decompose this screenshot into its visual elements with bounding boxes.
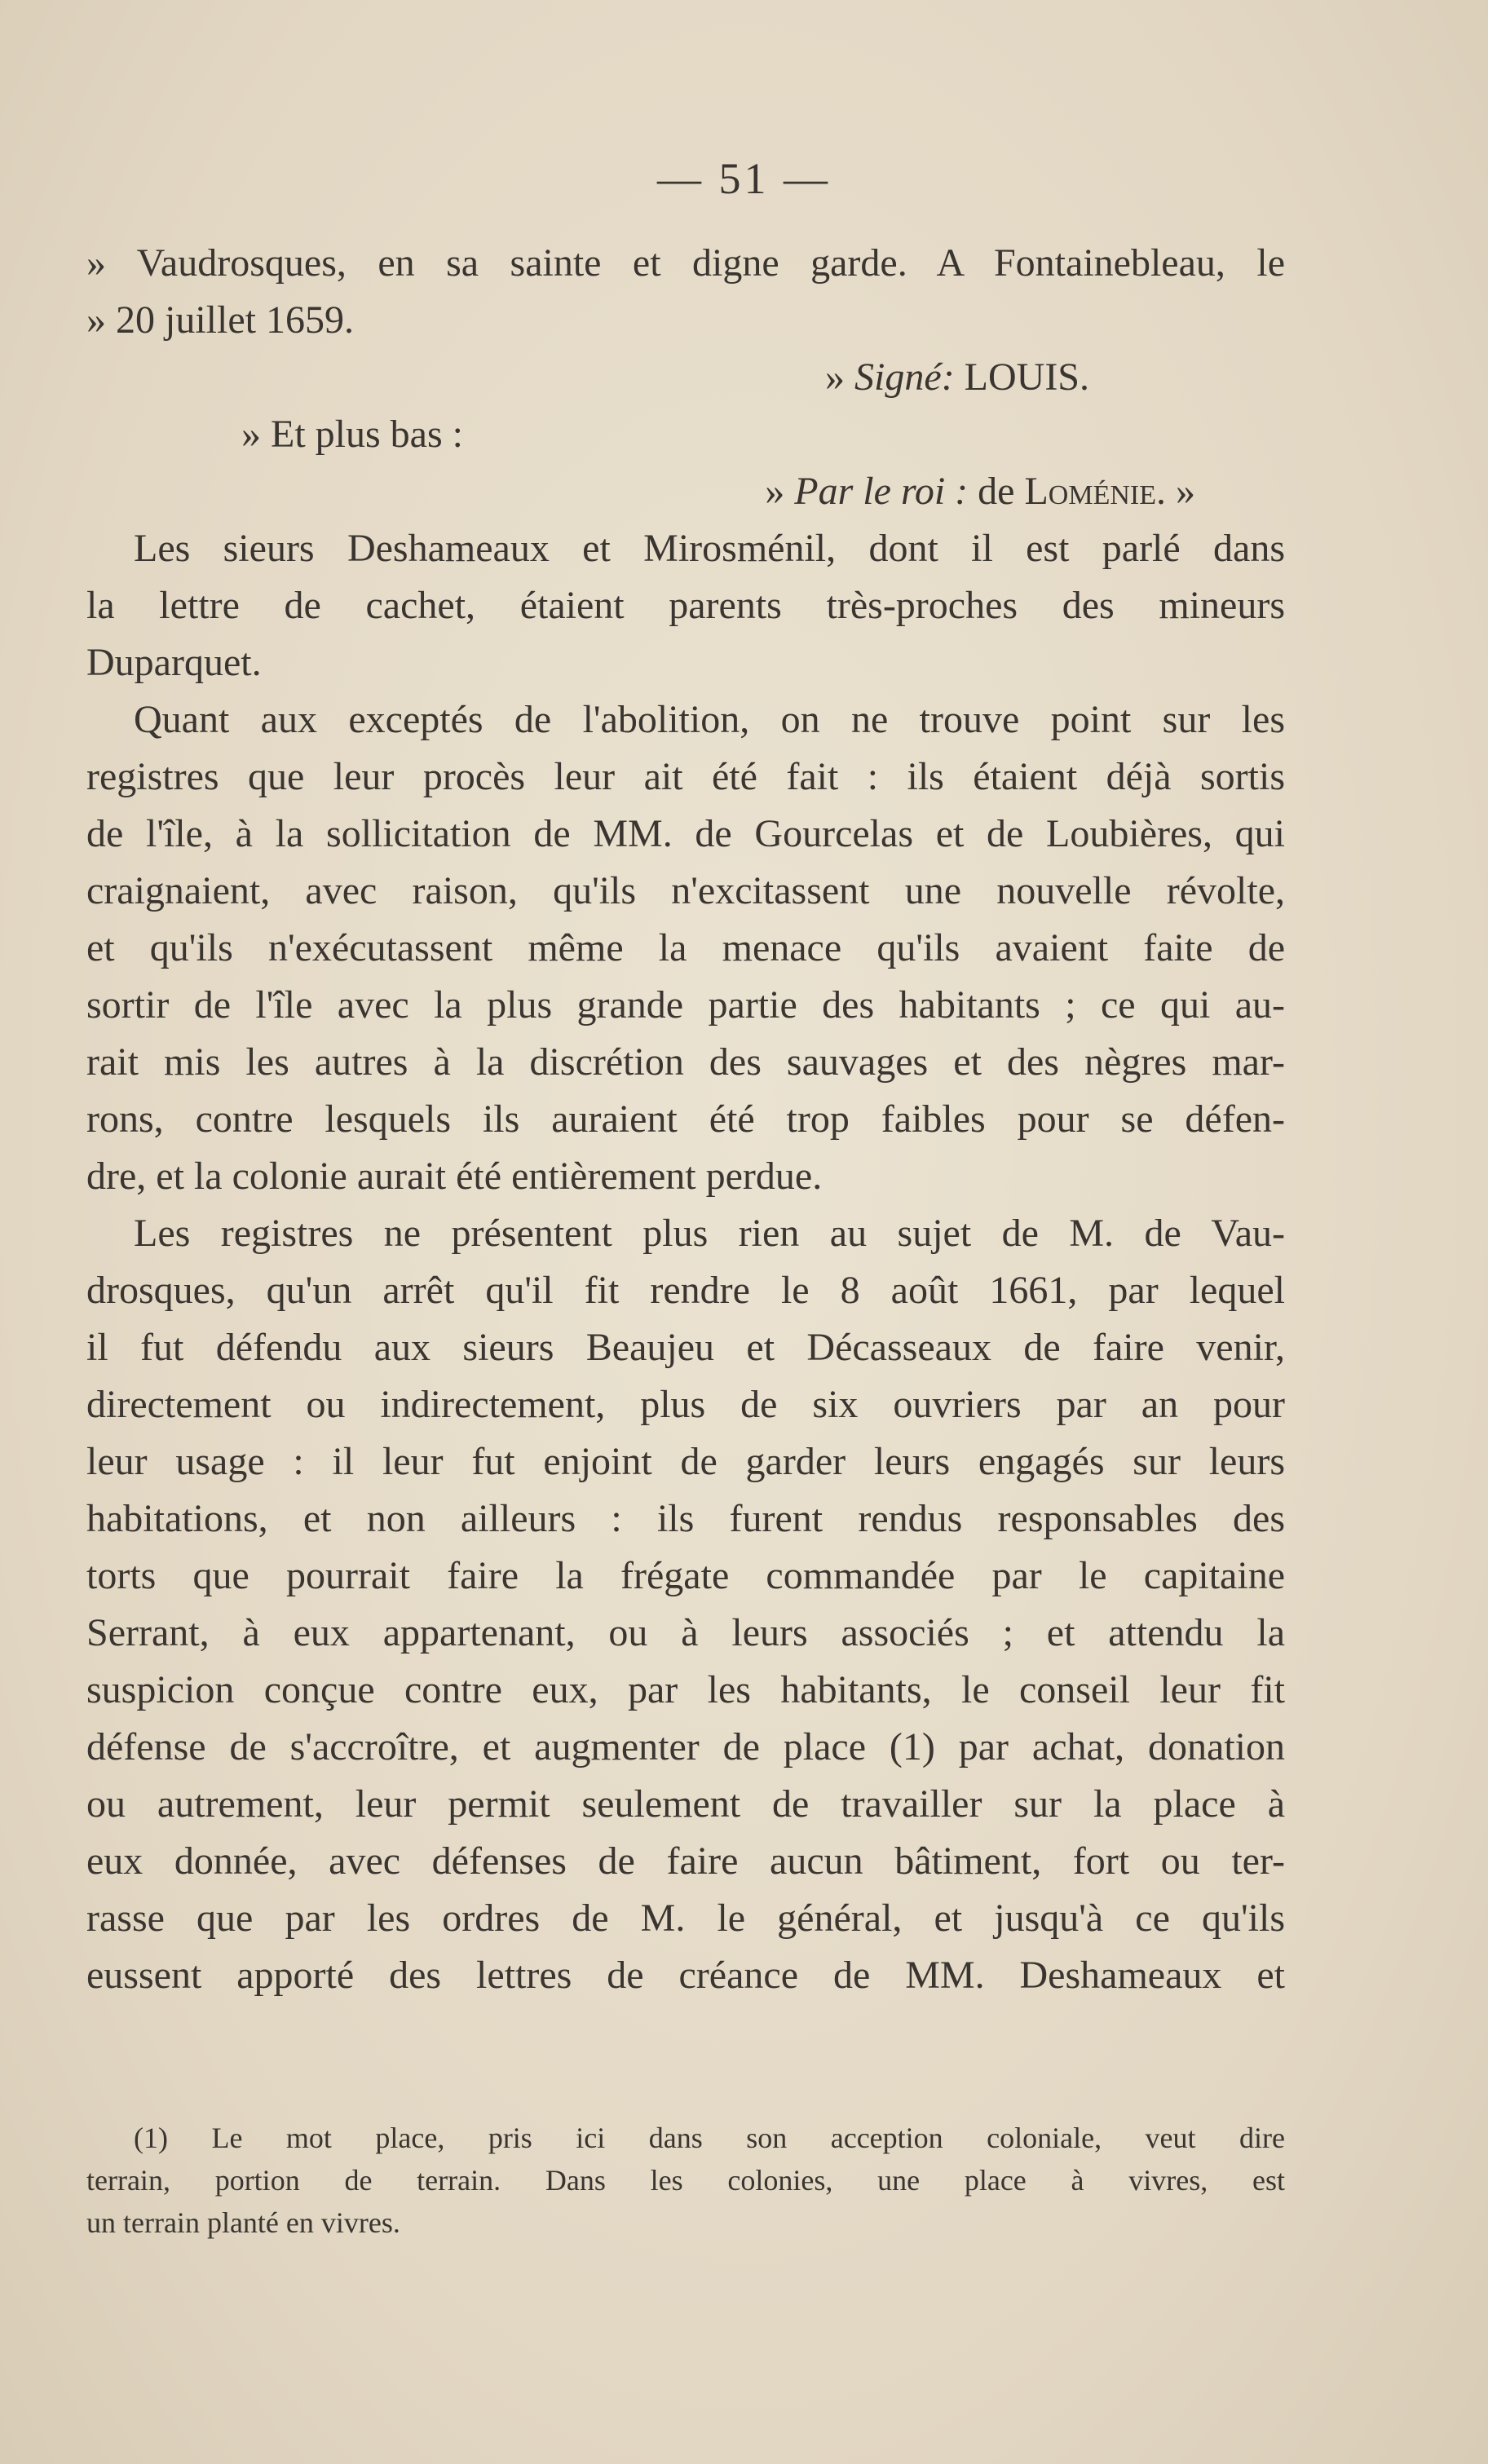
paragraph-line: suspicion conçue contre eux, par les habitants, le conseil leur fit bbox=[86, 1668, 1285, 1711]
signature-name: LOUIS. bbox=[954, 355, 1089, 399]
paragraph-line: habitations, et non ailleurs : ils furent rendus responsables des bbox=[86, 1497, 1285, 1540]
countersign-prefix: » bbox=[765, 470, 795, 513]
paragraph-line: craignaient, avec raison, qu'ils n'excitassent une nouvelle révolte, bbox=[86, 869, 1285, 912]
paragraph-line: rasse que par les ordres de M. le général, et jusqu'à ce qu'ils bbox=[86, 1897, 1285, 1940]
paragraph-line: Serrant, à eux appartenant, ou à leurs associés ; et attendu la bbox=[86, 1611, 1285, 1654]
signature-line bbox=[86, 349, 1285, 406]
paragraph-line: leur usage : il leur fut enjoint de garder leurs engagés sur leurs bbox=[86, 1440, 1285, 1483]
countersign-suffix: . » bbox=[1156, 470, 1195, 513]
paragraph-line: la lettre de cachet, étaient parents très-proches des mineurs bbox=[86, 584, 1285, 627]
countersign-name-pre: de bbox=[968, 470, 1025, 513]
footnote-line: un terrain planté en vivres. bbox=[86, 2206, 400, 2239]
paragraph-line: eussent apporté des lettres de créance de MM. Deshameaux et bbox=[86, 1954, 1285, 1997]
et-plus-bas-line: » Et plus bas : bbox=[241, 413, 463, 456]
paragraph-line: directement ou indirectement, plus de six ouvriers par an pour bbox=[86, 1383, 1285, 1426]
paragraph-line: de l'île, à la sollicitation de MM. de Gourcelas et de Loubières, qui bbox=[86, 812, 1285, 855]
footnote-line: terrain, portion de terrain. Dans les colonies, une place à vivres, est bbox=[86, 2164, 1285, 2197]
paragraph-line: Les sieurs Deshameaux et Mirosménil, dont il est parlé dans bbox=[134, 527, 1285, 570]
countersign-label: Par le roi : bbox=[794, 470, 969, 513]
paragraph-line: Quant aux exceptés de l'abolition, on ne trouve point sur les bbox=[134, 698, 1285, 741]
signature-prefix: » bbox=[825, 355, 855, 399]
paragraph-line: drosques, qu'un arrêt qu'il fit rendre le 8 août 1661, par lequel bbox=[86, 1269, 1285, 1312]
paragraph-line: dre, et la colonie aurait été entièrement perdue. bbox=[86, 1155, 823, 1198]
countersign-name: Loménie bbox=[1024, 470, 1156, 513]
paragraph-line: torts que pourrait faire la frégate commandée par le capitaine bbox=[86, 1554, 1285, 1597]
paragraph-line: sortir de l'île avec la plus grande partie des habitants ; ce qui au- bbox=[86, 983, 1285, 1027]
paragraph-line: eux donnée, avec défenses de faire aucun bâtiment, fort ou ter- bbox=[86, 1839, 1285, 1883]
signature-label: Signé: bbox=[854, 355, 955, 399]
paragraph-line: défense de s'accroître, et augmenter de place (1) par achat, donation bbox=[86, 1725, 1285, 1769]
page-body bbox=[86, 235, 1285, 2004]
text-line: » 20 juillet 1659. bbox=[86, 298, 354, 342]
paragraph-line: il fut défendu aux sieurs Beaujeu et Décasseaux de faire venir, bbox=[86, 1326, 1285, 1369]
page-number: — 51 — bbox=[657, 154, 831, 203]
paragraph-line: et qu'ils n'exécutassent même la menace qu'ils avaient faite de bbox=[86, 926, 1285, 969]
paragraph-line: ou autrement, leur permit seulement de travailler sur la place à bbox=[86, 1782, 1285, 1826]
countersign-line bbox=[86, 463, 1285, 520]
paragraph-line: Duparquet. bbox=[86, 641, 262, 684]
text-line: » Vaudrosques, en sa sainte et digne garde. A Fontainebleau, le bbox=[86, 241, 1285, 285]
paragraph-line: rait mis les autres à la discrétion des sauvages et des nègres mar- bbox=[86, 1040, 1285, 1084]
footnote-line: (1) Le mot place, pris ici dans son acception coloniale, veut dire bbox=[134, 2122, 1285, 2154]
paragraph-line: rons, contre lesquels ils auraient été trop faibles pour se défen- bbox=[86, 1097, 1285, 1141]
paragraph-line: Les registres ne présentent plus rien au sujet de M. de Vau- bbox=[134, 1212, 1285, 1255]
paragraph-line: registres que leur procès leur ait été fait : ils étaient déjà sortis bbox=[86, 755, 1285, 798]
footnote bbox=[86, 2117, 1285, 2244]
